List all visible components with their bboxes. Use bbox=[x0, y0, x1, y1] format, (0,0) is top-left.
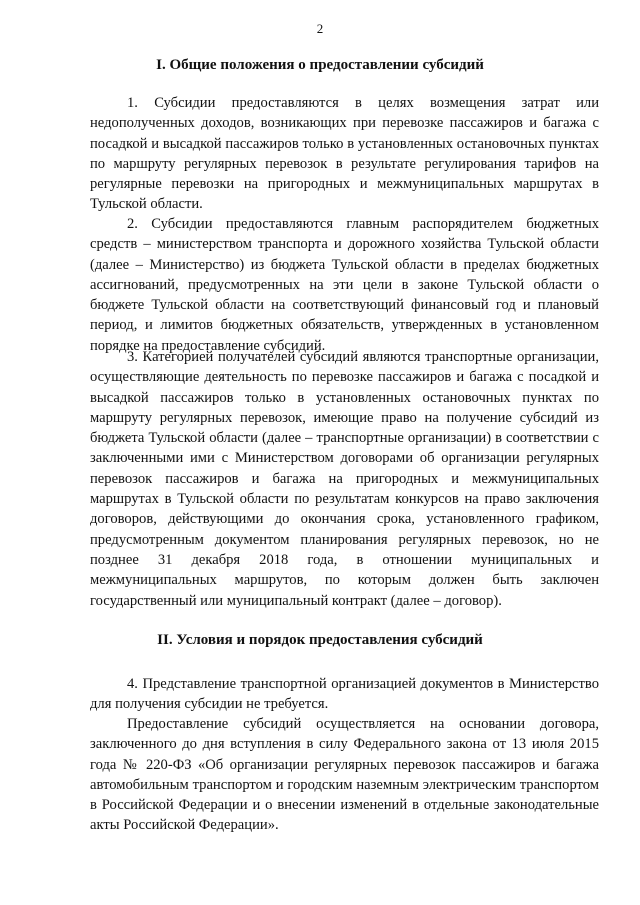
paragraph-5: Предоставление субсидий осуществляется на основании договора, заключенного до дня вступления в силу Федерального закона от 13 июля 2015 года № 220-ФЗ «Об организации регулярных перевозок пассажиров и багажа автомобильным транспортом и городским наземным электрическим транспортом в Российской Федерации и о внесении изменений в отдельные законодательные акты Российской Федерации». bbox=[90, 716, 599, 834]
paragraph-2: 2. Субсидии предоставляются главным распорядителем бюджетных средств – министерством транспорта и дорожного хозяйства Тульской области (далее – Министерство) из бюджета Тульской области в пределах бюджетных ассигнований, предусмотренных на эти цели в законе Тульской области о бюджете Тульской области на соответствующий финансовый год и плановый период, и лимитов бюджетных обязательств, утвержденных в установленном порядке на предоставление субсидий. bbox=[90, 216, 599, 354]
paragraph-3: 3. Категорией получателей субсидий являются транспортные организации, осуществляющие деятельность по перевозке пассажиров и багажа с посадкой и высадкой пассажиров только в установленных остановочных пунктах по маршруту регулярных перевозок, имеющие право на получение субсидий из бюджета Тульской области (далее – транспортные организации) в соответствии с заключенными ими с Министерством договорами об организации регулярных перевозок пассажиров и багажа на пригородных и межмуниципальных маршрутах в Тульской области по результатам конкурсов на право заключения договоров, действующими до окончания срока, установленного графиком, предусмотренным документом планирования регулярных перевозок, но не позднее 31 декабря 2018 года, в отношении муниципальных и межмуниципальных маршрутов, по которым должен быть заключен государственный или муниципальный контракт (далее – договор). bbox=[90, 349, 599, 609]
section-1-heading: I. Общие положения о предоставлении субсидий bbox=[156, 57, 484, 73]
page-number: 2 bbox=[316, 21, 324, 36]
paragraph-1: 1. Субсидии предоставляются в целях возмещения затрат или недополученных доходов, возникающих при перевозке пассажиров и багажа с посадкой и высадкой пассажиров только в установленных остановочных пунктах по маршруту регулярных перевозок в результате регулирования тарифов на регулярные перевозки на пригородных и межмуниципальных маршрутах в Тульской области. bbox=[90, 95, 599, 213]
paragraph-4: 4. Представление транспортной организацией документов в Министерство для получения субсидии не требуется. bbox=[90, 676, 599, 713]
section-2-heading: II. Условия и порядок предоставления субсидий bbox=[157, 632, 483, 648]
